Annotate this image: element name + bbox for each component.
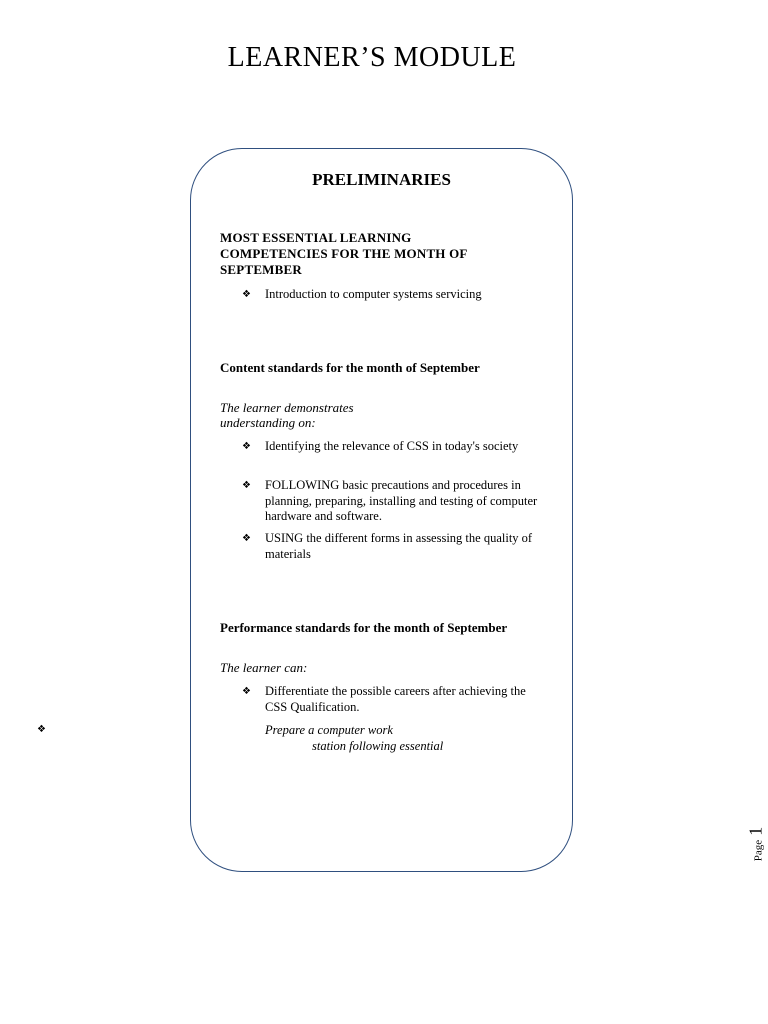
performance-standards-intro: The learner can:	[220, 660, 308, 675]
page-number	[744, 822, 768, 866]
diamond-bullet-icon: ❖	[242, 686, 251, 697]
page-number-value: 1	[745, 826, 766, 836]
performance-standards-heading: Performance standards for the month of September	[220, 620, 508, 635]
continuation-line: Prepare a computer work	[265, 723, 393, 737]
content-standards-intro: The learner demonstrates understanding on:	[220, 400, 354, 430]
diamond-bullet-icon: ❖	[242, 441, 251, 452]
diamond-bullet-icon: ❖	[242, 480, 251, 491]
section-title: PRELIMINARIES	[312, 170, 451, 189]
diamond-bullet-icon: ❖	[242, 289, 251, 300]
list-item-text: Identifying the relevance of CSS in today's society	[265, 439, 519, 453]
content-standards-heading: Content standards for the month of September	[220, 360, 480, 375]
page-label: Page	[752, 839, 765, 862]
diamond-bullet-icon: ❖	[242, 533, 251, 544]
module-title: LEARNER’S MODULE	[227, 42, 517, 73]
list-item-text: Differentiate the possible careers after achieving the CSS Qualification.	[265, 684, 526, 714]
list-item-text: USING the different forms in assessing the quality of materials	[265, 531, 533, 561]
melc-heading: MOST ESSENTIAL LEARNING COMPETENCIES FOR THE MONTH OF SEPTEMBER	[220, 230, 468, 277]
list-item-text: Introduction to computer systems servicing	[265, 287, 482, 301]
stray-diamond-bullet-icon: ❖	[37, 724, 46, 735]
list-item-text: FOLLOWING basic precautions and procedures in planning, preparing, installing and testing of computer hardware and software.	[265, 478, 538, 523]
continuation-line: station following essential	[312, 739, 444, 753]
